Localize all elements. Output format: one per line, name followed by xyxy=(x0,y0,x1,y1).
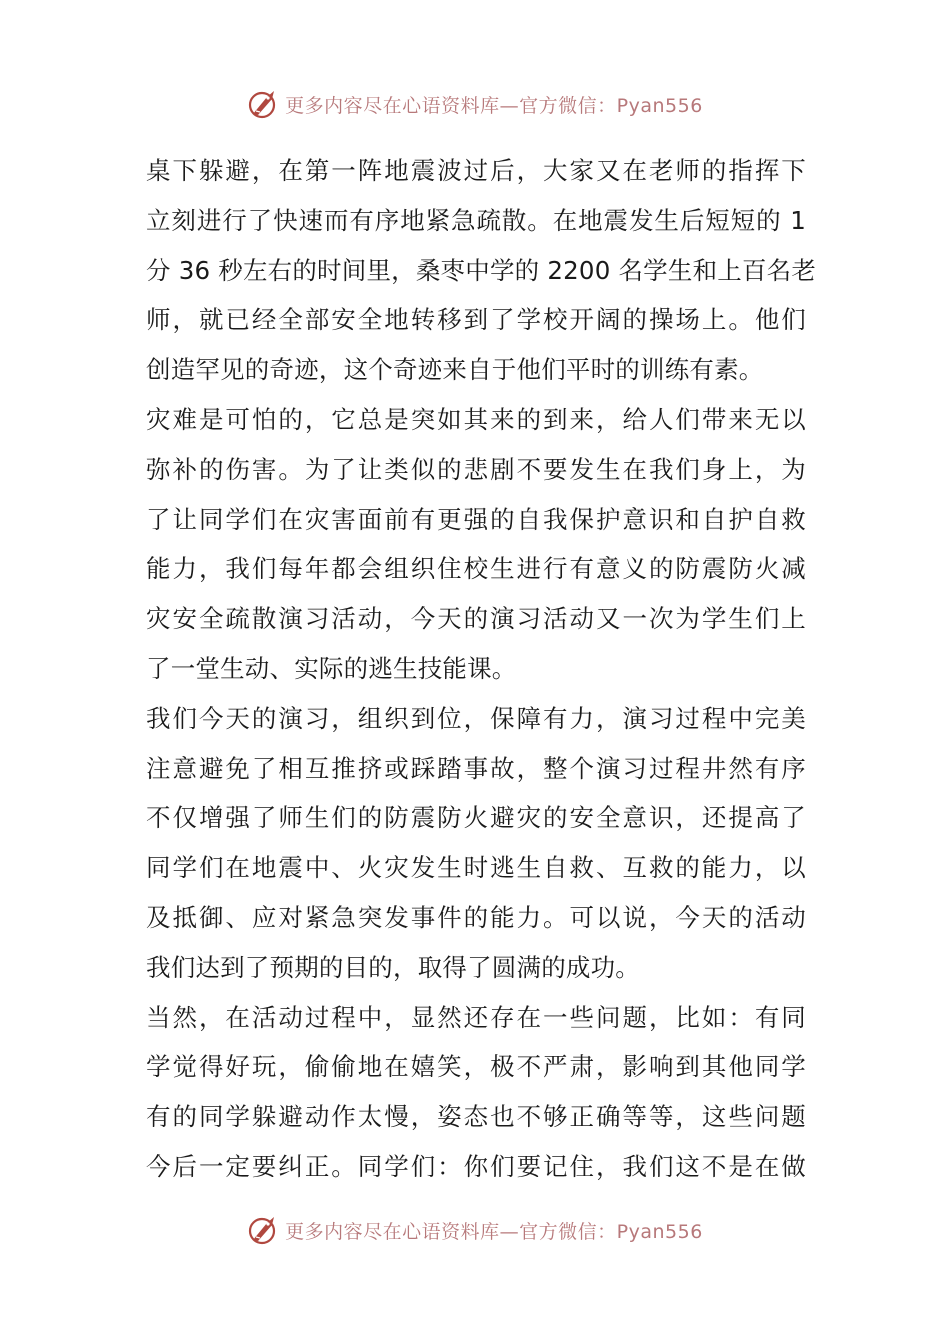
text-line: 不仅增强了师生们的防震防火避灾的安全意识，还提高了 xyxy=(146,803,806,833)
text-line: 我们今天的演习，组织到位，保障有力，演习过程中完美 xyxy=(146,703,806,733)
text-line: 及抵御、应对紧急突发事件的能力。可以说，今天的活动 xyxy=(146,902,806,932)
header-banner xyxy=(0,84,950,124)
pen-nib-logo-icon xyxy=(247,87,281,121)
text-line: 了一堂生动、实际的逃生技能课。 xyxy=(146,653,517,683)
pen-nib-logo-icon xyxy=(247,1213,281,1247)
text-line: 同学们在地震中、火灾发生时逃生自救、互救的能力，以 xyxy=(146,853,806,883)
text-line: 桌下躲避，在第一阵地震波过后，大家又在老师的指挥下 xyxy=(146,156,806,185)
text-line: 今后一定要纠正。同学们：你们要记住，我们这不是在做 xyxy=(146,1151,806,1181)
document-body xyxy=(146,146,817,1192)
text-line: 学觉得好玩，偷偷地在嬉笑，极不严肃，影响到其他同学 xyxy=(146,1052,806,1082)
text-line: 师，就已经全部安全地转移到了学校开阔的操场上。他们 xyxy=(146,305,806,335)
text-line: 弥补的伤害。为了让类似的悲剧不要发生在我们身上，为 xyxy=(146,454,806,484)
text-line: 分 36 秒左右的时间里，桑枣中学的 2200 名学生和上百名老 xyxy=(146,255,817,285)
text-line: 灾难是可怕的，它总是突如其来的到来，给人们带来无以 xyxy=(146,404,806,434)
banner-text: 更多内容尽在心语资料库—官方微信：Pyan556 xyxy=(285,94,703,117)
banner-text: 更多内容尽在心语资料库—官方微信：Pyan556 xyxy=(285,1220,703,1243)
text-line: 当然，在活动过程中，显然还存在一些问题，比如：有同 xyxy=(146,1002,806,1032)
text-line: 我们达到了预期的目的，取得了圆满的成功。 xyxy=(146,952,640,982)
text-line: 有的同学躲避动作太慢，姿态也不够正确等等，这些问题 xyxy=(146,1102,806,1132)
text-line: 创造罕见的奇迹，这个奇迹来自于他们平时的训练有素。 xyxy=(146,355,764,385)
text-line: 立刻进行了快速而有序地紧急疏散。在地震发生后短短的 1 xyxy=(146,205,806,235)
text-line: 了让同学们在灾害面前有更强的自我保护意识和自护自救 xyxy=(146,504,806,534)
text-line: 灾安全疏散演习活动，今天的演习活动又一次为学生们上 xyxy=(146,604,806,634)
footer-banner xyxy=(0,1210,950,1250)
wechat-id: Pyan556 xyxy=(616,94,703,117)
wechat-id: Pyan556 xyxy=(616,1220,703,1243)
text-line: 能力，我们每年都会组织住校生进行有意义的防震防火减 xyxy=(146,554,806,584)
text-line: 注意避免了相互推挤或踩踏事故，整个演习过程井然有序 xyxy=(146,753,806,783)
